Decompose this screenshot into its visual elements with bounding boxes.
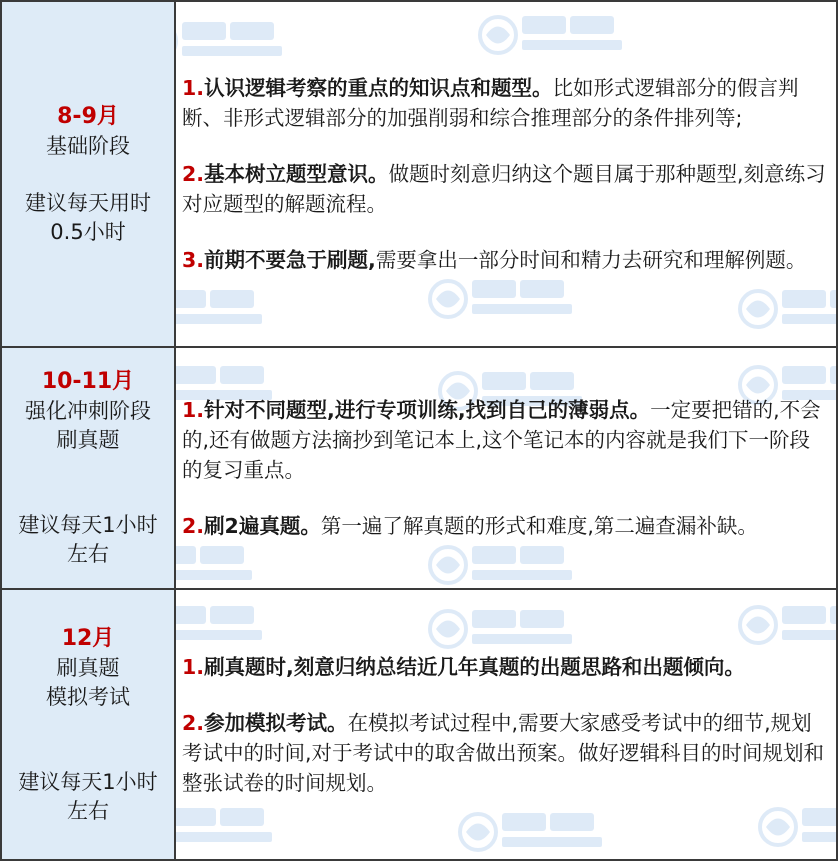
tip-item xyxy=(182,708,828,798)
stage-phase-sub: 刷真题 xyxy=(56,428,120,452)
tip-number: 1. xyxy=(182,398,205,422)
stage-advice-hours: 0.5小时 xyxy=(50,219,126,244)
tip-heading: 基本树立题型意识。 xyxy=(204,162,389,186)
tip-item xyxy=(182,245,828,275)
tip-heading: 刷真题时,刻意归纳总结近几年真题的出题思路和出题倾向。 xyxy=(204,654,745,679)
stage-month: 10-11月 xyxy=(41,369,135,394)
tip-heading: 针对不同题型,进行专项训练,找到自己的薄弱点。 xyxy=(204,398,651,422)
tip-body: 做题时刻意归纳这个题目属于那种题型,刻意练习对应题型的解题流程。 xyxy=(182,162,826,216)
taiqi-logo-watermark-icon xyxy=(736,282,837,336)
tip-item xyxy=(182,511,828,541)
stage-advice: 建议每天1小时 xyxy=(18,769,158,794)
taiqi-logo-watermark-icon xyxy=(175,800,276,854)
stage-cell-2 xyxy=(1,347,175,589)
tips-cell-2 xyxy=(175,347,837,589)
tip-heading: 参加模拟考试。 xyxy=(204,710,348,735)
tip-heading: 刷2遍真题。 xyxy=(204,514,321,538)
tip-body: 需要拿出一部分时间和精力去研究和理解例题。 xyxy=(375,248,807,272)
tip-heading: 认识逻辑考察的重点的知识点和题型。 xyxy=(204,76,553,100)
tip-number: 2. xyxy=(182,710,205,735)
tip-body: 第一遍了解真题的形式和难度,第二遍查漏补缺。 xyxy=(320,514,758,538)
tip-item xyxy=(182,652,828,682)
stage-advice: 建议每天1小时 xyxy=(18,513,158,537)
stage-phase: 强化冲刺阶段 xyxy=(25,399,151,423)
tips-cell-1 xyxy=(175,1,837,347)
tip-heading: 前期不要急于刷题, xyxy=(204,248,376,272)
tip-item xyxy=(182,159,828,219)
tip-body: 一定要把错的,不会的,还有做题方法摘抄到笔记本上,这个笔记本的内容就是我们下一阶段的复习重点。 xyxy=(182,398,821,482)
tip-number: 1. xyxy=(182,76,205,100)
tip-number: 2. xyxy=(182,514,205,538)
tip-item xyxy=(182,73,828,133)
tip-body: 在模拟考试过程中,需要大家感受考试中的细节,规划考试中的时间,对于考试中的取舍做出预案。做好逻辑科目的时间规划和整张试卷的时间规划。 xyxy=(182,710,825,795)
taiqi-logo-watermark-icon xyxy=(175,14,286,68)
tip-number: 1. xyxy=(182,654,205,679)
plan-row-1 xyxy=(1,1,837,347)
tip-number: 2. xyxy=(182,162,205,186)
plan-row-2 xyxy=(1,347,837,589)
stage-phase: 基础阶段 xyxy=(46,133,130,158)
plan-row-3 xyxy=(1,589,837,860)
taiqi-logo-watermark-icon xyxy=(175,282,266,336)
stage-cell-3 xyxy=(1,589,175,860)
stage-advice: 建议每天用时 xyxy=(25,190,151,215)
stage-cell-1 xyxy=(1,1,175,347)
stage-advice-hours: 左右 xyxy=(67,798,109,823)
taiqi-logo-watermark-icon xyxy=(426,272,576,326)
taiqi-logo-watermark-icon xyxy=(756,800,837,854)
taiqi-logo-watermark-icon xyxy=(426,538,576,589)
taiqi-logo-watermark-icon xyxy=(456,805,606,859)
taiqi-logo-watermark-icon xyxy=(736,598,837,652)
stage-advice-hours: 左右 xyxy=(67,542,109,566)
stage-month: 8-9月 xyxy=(57,103,119,129)
tip-body: 比如形式逻辑部分的假言判断、非形式逻辑部分的加强削弱和综合推理部分的条件排列等; xyxy=(182,76,799,130)
tip-number: 3. xyxy=(182,248,205,272)
tip-item xyxy=(182,395,828,485)
taiqi-logo-watermark-icon xyxy=(175,538,256,589)
taiqi-logo-watermark-icon xyxy=(426,602,576,656)
tips-cell-3 xyxy=(175,589,837,860)
taiqi-logo-watermark-icon xyxy=(476,8,626,62)
taiqi-logo-watermark-icon xyxy=(175,598,266,652)
stage-phase: 刷真题 xyxy=(56,655,120,680)
stage-phase-sub: 模拟考试 xyxy=(46,684,130,709)
stage-month: 12月 xyxy=(61,625,115,651)
